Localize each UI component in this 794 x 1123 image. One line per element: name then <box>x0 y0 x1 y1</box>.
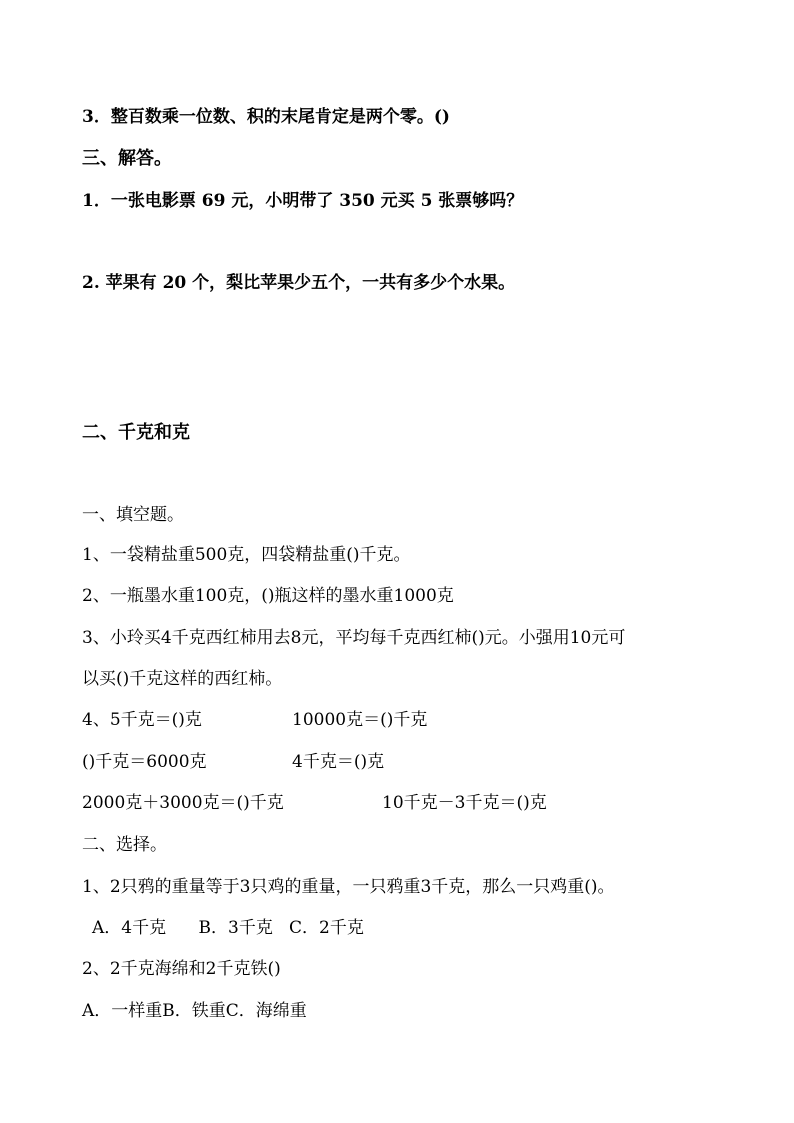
fill-question-4-a: 4、5千克＝()克 <box>82 710 202 730</box>
fill-question-4-f: 10千克－3千克＝()克 <box>382 793 547 813</box>
answer-question-1: 1．一张电影票 69 元，小明带了 350 元买 5 张票够吗？ <box>82 191 524 211</box>
choice-question-1: 1、2只鸦的重量等于3只鸡的重量，一只鸦重3千克，那么一只鸡重()。 <box>82 877 615 897</box>
answer-question-2: 2. 苹果有 20 个，梨比苹果少五个，一共有多少个水果。 <box>82 273 516 293</box>
fill-question-4-e: 2000克＋3000克＝()千克 <box>82 793 284 813</box>
fill-question-2: 2、一瓶墨水重100克，()瓶这样的墨水重1000克 <box>82 586 454 606</box>
fill-heading: 一、填空题。 <box>82 505 184 525</box>
choice-question-2: 2、2千克海绵和2千克铁() <box>82 959 281 979</box>
fill-question-4-c: ()千克＝6000克 <box>82 752 207 772</box>
choice-question-2-options: A．一样重B．铁重C．海绵重 <box>82 1001 307 1021</box>
section-title-kg-g: 二、千克和克 <box>82 422 190 443</box>
fill-question-4-b: 10000克＝()千克 <box>292 710 428 730</box>
choice-question-1-options: A．4千克 B．3千克 C．2千克 <box>92 918 364 938</box>
fill-question-4-d: 4千克＝()克 <box>292 752 385 772</box>
choice-heading: 二、选择。 <box>82 835 167 855</box>
fill-question-1: 1、一袋精盐重500克，四袋精盐重()千克。 <box>82 545 411 565</box>
question-3-text: 3．整百数乘一位数、积的末尾肯定是两个零。() <box>82 107 450 127</box>
fill-question-3-line-1: 3、小玲买4千克西红柿用去8元，平均每千克西红柿()元。小强用10元可 <box>82 628 626 648</box>
fill-question-3-line-2: 以买()千克这样的西红柿。 <box>82 669 283 689</box>
section-heading-answer: 三、解答。 <box>82 148 172 169</box>
